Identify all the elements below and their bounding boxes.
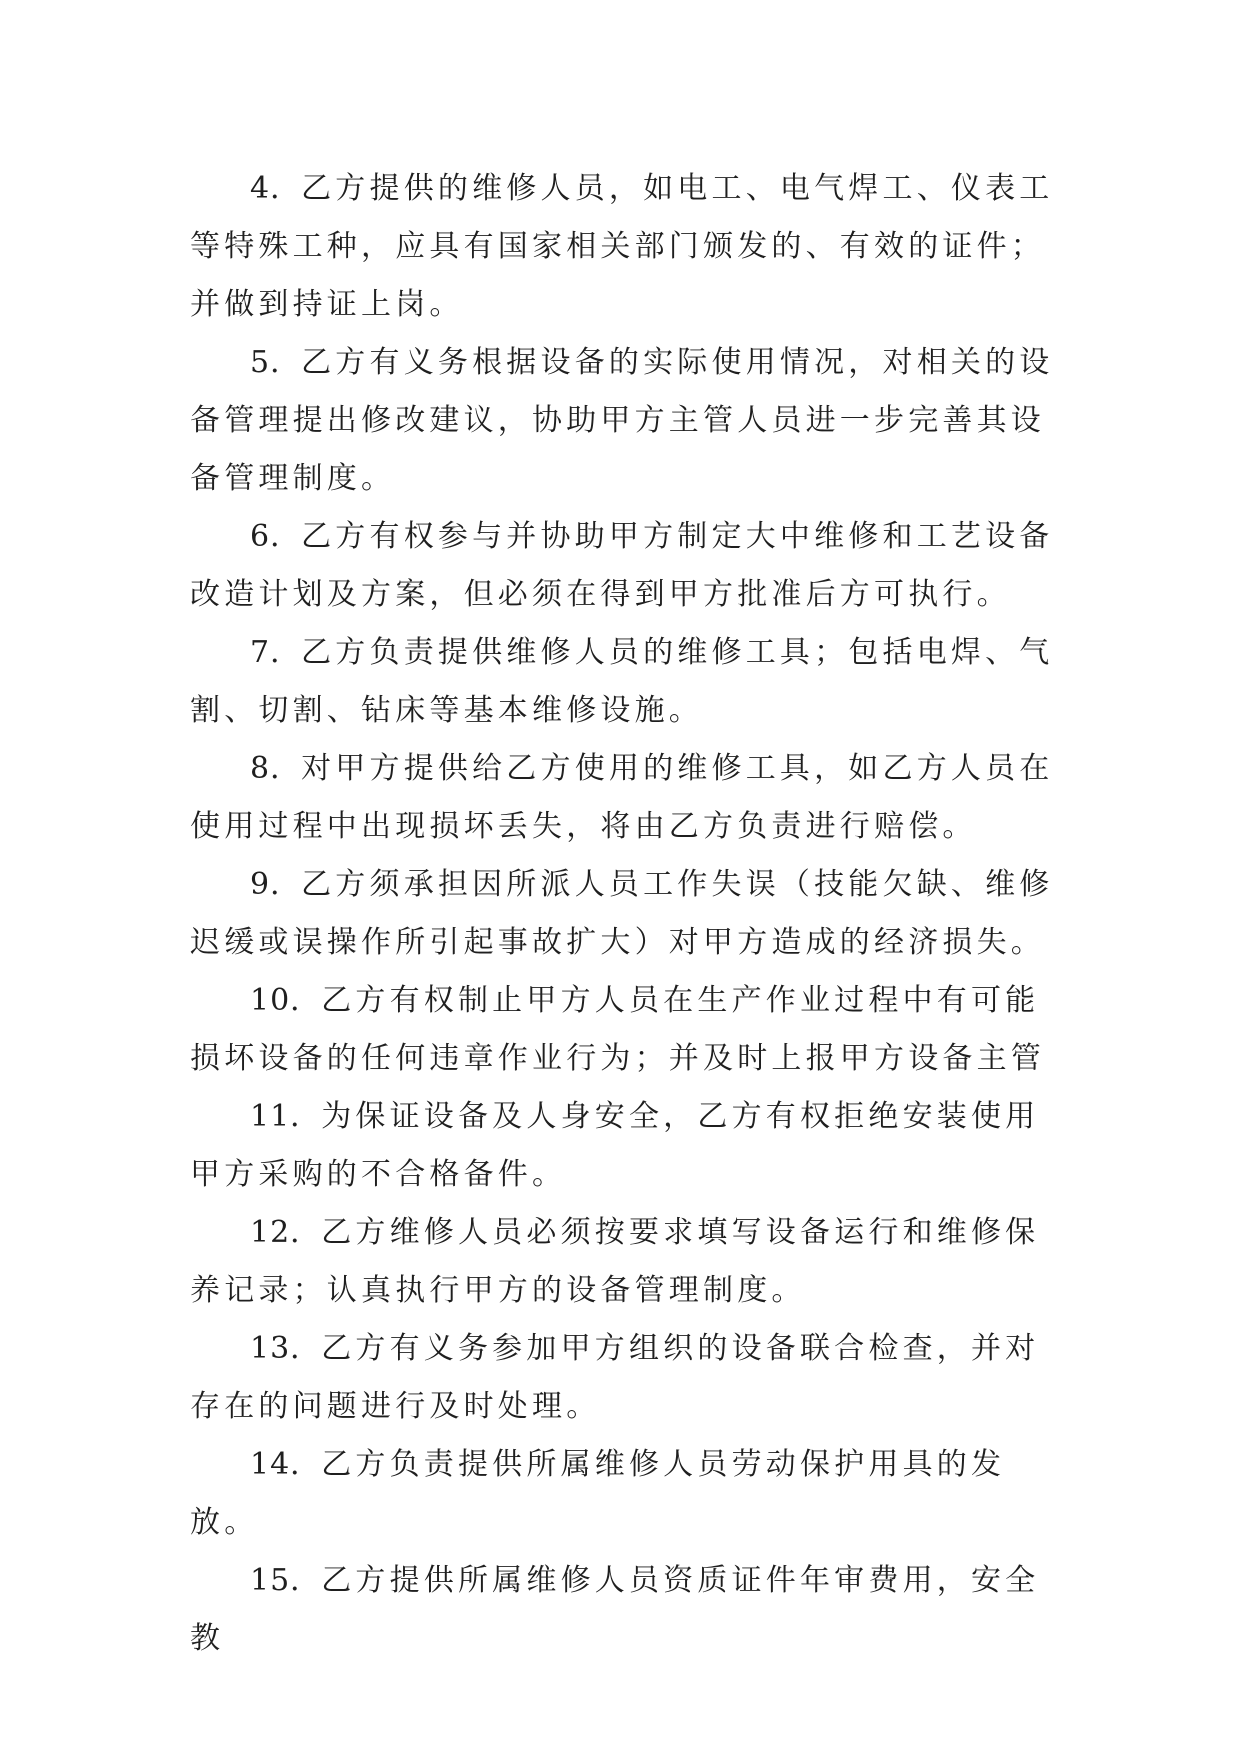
clause-6 [190,508,1070,624]
clause-number: 15． [250,1563,322,1598]
clause-number: 14． [250,1447,322,1482]
clause-5 [190,334,1070,508]
clause-text: 乙方提供的维修人员，如电工、电气焊工、仪表工等特殊工种，应具有国家相关部门颁发的、有效的证件；并做到持证上岗。 [190,171,1054,322]
clause-number: 6． [250,519,302,554]
clause-text: 为保证设备及人身安全，乙方有权拒绝安装使用甲方采购的不合格备件。 [190,1099,1040,1192]
clause-4 [190,160,1070,334]
clause-9 [190,856,1070,972]
clause-8 [190,740,1070,856]
clause-14 [190,1436,1070,1552]
clause-15 [190,1552,1070,1668]
clause-number: 10． [250,983,322,1018]
clause-text: 乙方有权制止甲方人员在生产作业过程中有可能损坏设备的任何违章作业行为；并及时上报甲方设备主管 [190,983,1045,1076]
clause-text: 乙方须承担因所派人员工作失误（技能欠缺、维修迟缓或误操作所引起事故扩大）对甲方造成的经济损失。 [190,867,1054,960]
clause-text: 乙方维修人员必须按要求填写设备运行和维修保养记录；认真执行甲方的设备管理制度。 [190,1215,1040,1308]
clause-text: 乙方有义务参加甲方组织的设备联合检查，并对存在的问题进行及时处理。 [190,1331,1040,1424]
clause-text: 乙方提供所属维修人员资质证件年审费用，安全教 [190,1563,1040,1656]
clause-number: 11． [250,1099,322,1134]
clause-number: 9． [250,867,302,902]
clause-12 [190,1204,1070,1320]
clause-text: 对甲方提供给乙方使用的维修工具，如乙方人员在使用过程中出现损坏丢失，将由乙方负责进行赔偿。 [190,751,1054,844]
clause-number: 7． [250,635,302,670]
clause-text: 乙方负责提供维修人员的维修工具；包括电焊、气割、切割、钻床等基本维修设施。 [190,635,1054,728]
document-body [190,160,1070,1668]
clause-11 [190,1088,1070,1204]
clause-10 [190,972,1070,1088]
clause-13 [190,1320,1070,1436]
clause-number: 12． [250,1215,322,1250]
clause-7 [190,624,1070,740]
clause-number: 5． [250,345,302,380]
clause-number: 4． [250,171,302,206]
clause-text: 乙方有义务根据设备的实际使用情况，对相关的设备管理提出修改建议，协助甲方主管人员进一步完善其设备管理制度。 [190,345,1054,496]
clause-text: 乙方负责提供所属维修人员劳动保护用具的发放。 [190,1447,1006,1540]
clause-number: 8． [250,751,302,786]
clause-number: 13． [250,1331,322,1366]
clause-text: 乙方有权参与并协助甲方制定大中维修和工艺设备改造计划及方案，但必须在得到甲方批准后方可执行。 [190,519,1054,612]
